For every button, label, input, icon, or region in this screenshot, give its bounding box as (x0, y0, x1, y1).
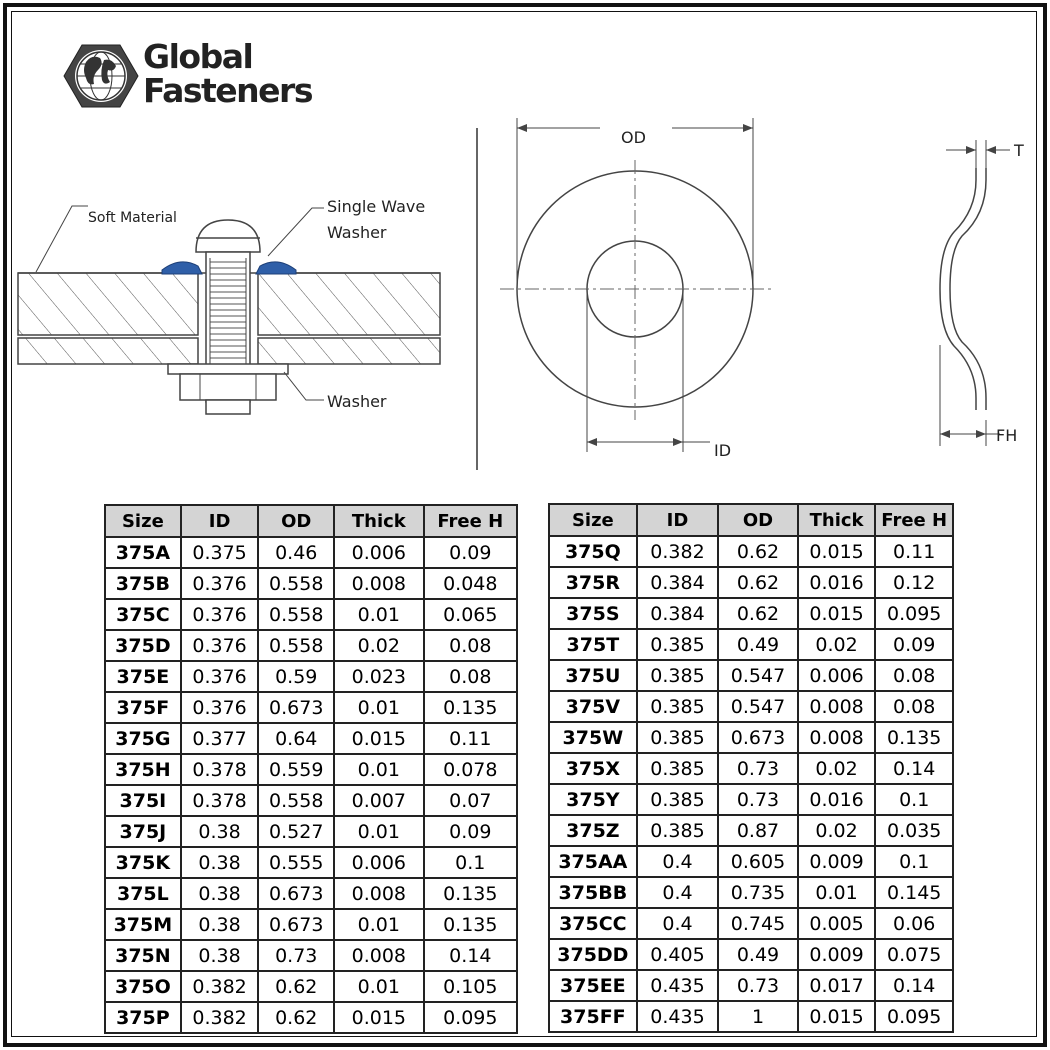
cell-thick: 0.015 (334, 723, 423, 754)
table-row (105, 630, 517, 661)
cell-od: 0.64 (258, 723, 334, 754)
table-row (549, 1001, 953, 1032)
cell-id: 0.382 (181, 971, 259, 1002)
cell-free-h: 0.105 (424, 971, 517, 1002)
cell-od: 0.605 (718, 846, 798, 877)
cell-free-h: 0.12 (875, 567, 953, 598)
cell-id: 0.376 (181, 568, 259, 599)
cell-size: 375V (549, 691, 637, 722)
cell-id: 0.38 (181, 878, 259, 909)
spec-table-right (548, 503, 954, 1033)
cell-id: 0.385 (637, 660, 719, 691)
cell-id: 0.4 (637, 846, 719, 877)
cell-od: 0.62 (718, 598, 798, 629)
cell-free-h: 0.035 (875, 815, 953, 846)
cell-size: 375C (105, 599, 181, 630)
cell-od: 0.547 (718, 691, 798, 722)
cell-id: 0.435 (637, 970, 719, 1001)
washer-side-profile (940, 140, 1010, 446)
cell-free-h: 0.09 (424, 816, 517, 847)
cell-free-h: 0.1 (875, 784, 953, 815)
table-row (105, 847, 517, 878)
table-row (549, 784, 953, 815)
cell-thick: 0.01 (334, 971, 423, 1002)
table-row (105, 785, 517, 816)
cell-free-h: 0.08 (424, 630, 517, 661)
table-row (549, 691, 953, 722)
cell-size: 375I (105, 785, 181, 816)
cell-size: 375F (105, 692, 181, 723)
cell-id: 0.378 (181, 785, 259, 816)
cell-id: 0.4 (637, 908, 719, 939)
cell-size: 375W (549, 722, 637, 753)
cell-id: 0.385 (637, 722, 719, 753)
brand-wordmark (143, 37, 312, 110)
cell-id: 0.385 (637, 815, 719, 846)
cell-free-h: 0.1 (424, 847, 517, 878)
cell-size: 375AA (549, 846, 637, 877)
cell-id: 0.382 (637, 536, 719, 567)
cell-size: 375BB (549, 877, 637, 908)
table-row (549, 722, 953, 753)
cell-od: 0.62 (718, 567, 798, 598)
label-fh: FH (996, 426, 1018, 445)
cell-od: 0.547 (718, 660, 798, 691)
cell-od: 0.73 (718, 970, 798, 1001)
cell-id: 0.378 (181, 754, 259, 785)
table-row (549, 567, 953, 598)
cell-free-h: 0.075 (875, 939, 953, 970)
cell-free-h: 0.078 (424, 754, 517, 785)
cell-od: 0.735 (718, 877, 798, 908)
cell-size: 375Y (549, 784, 637, 815)
cell-free-h: 0.07 (424, 785, 517, 816)
cell-id: 0.384 (637, 567, 719, 598)
cell-od: 0.59 (258, 661, 334, 692)
cell-thick: 0.008 (334, 940, 423, 971)
cell-od: 0.62 (718, 536, 798, 567)
cell-thick: 0.008 (334, 568, 423, 599)
header-od: OD (718, 504, 798, 536)
cell-od: 0.559 (258, 754, 334, 785)
table-row (105, 940, 517, 971)
cell-size: 375D (105, 630, 181, 661)
cell-id: 0.38 (181, 940, 259, 971)
label-washer: Washer (327, 392, 387, 411)
label-id: ID (714, 441, 732, 460)
cell-thick: 0.006 (334, 537, 423, 568)
cell-size: 375M (105, 909, 181, 940)
cell-size: 375R (549, 567, 637, 598)
header-size: Size (105, 505, 181, 537)
cell-od: 0.62 (258, 971, 334, 1002)
cell-free-h: 0.14 (875, 970, 953, 1001)
cell-size: 375H (105, 754, 181, 785)
cell-id: 0.385 (637, 753, 719, 784)
cell-od: 0.62 (258, 1002, 334, 1033)
spec-table-left (104, 504, 518, 1034)
label-soft-material: Soft Material (88, 210, 177, 226)
table-row (105, 971, 517, 1002)
cell-thick: 0.016 (798, 784, 876, 815)
cell-size: 375L (105, 878, 181, 909)
cell-size: 375S (549, 598, 637, 629)
table-row (105, 1002, 517, 1033)
cell-free-h: 0.09 (424, 537, 517, 568)
cell-thick: 0.015 (798, 598, 876, 629)
cell-free-h: 0.08 (424, 661, 517, 692)
cell-od: 0.745 (718, 908, 798, 939)
table-row (105, 537, 517, 568)
cell-free-h: 0.08 (875, 660, 953, 691)
cell-id: 0.38 (181, 847, 259, 878)
header-od: OD (258, 505, 334, 537)
cell-size: 375K (105, 847, 181, 878)
cell-id: 0.405 (637, 939, 719, 970)
table-row (549, 939, 953, 970)
cell-size: 375O (105, 971, 181, 1002)
cell-thick: 0.015 (798, 1001, 876, 1032)
cell-free-h: 0.06 (875, 908, 953, 939)
table-row (549, 629, 953, 660)
header-thick: Thick (334, 505, 423, 537)
table-row (549, 536, 953, 567)
cell-id: 0.435 (637, 1001, 719, 1032)
cell-size: 375DD (549, 939, 637, 970)
cell-id: 0.385 (637, 784, 719, 815)
table-row (105, 909, 517, 940)
cell-od: 0.73 (258, 940, 334, 971)
cell-od: 0.73 (718, 753, 798, 784)
cell-size: 375Z (549, 815, 637, 846)
cell-free-h: 0.14 (875, 753, 953, 784)
cell-free-h: 0.135 (875, 722, 953, 753)
cell-free-h: 0.048 (424, 568, 517, 599)
cell-thick: 0.009 (798, 939, 876, 970)
cell-size: 375N (105, 940, 181, 971)
cell-od: 0.527 (258, 816, 334, 847)
cell-thick: 0.01 (334, 909, 423, 940)
cell-id: 0.38 (181, 816, 259, 847)
cell-size: 375A (105, 537, 181, 568)
header-id: ID (181, 505, 259, 537)
cell-thick: 0.005 (798, 908, 876, 939)
globe-logo-icon (64, 45, 138, 107)
cell-od: 1 (718, 1001, 798, 1032)
cell-size: 375X (549, 753, 637, 784)
cell-size: 375T (549, 629, 637, 660)
cell-thick: 0.01 (334, 816, 423, 847)
cell-free-h: 0.135 (424, 692, 517, 723)
cell-thick: 0.008 (334, 878, 423, 909)
cell-size: 375CC (549, 908, 637, 939)
table-row (549, 846, 953, 877)
cell-od: 0.558 (258, 785, 334, 816)
header-id: ID (637, 504, 719, 536)
cell-od: 0.73 (718, 784, 798, 815)
cell-thick: 0.02 (334, 630, 423, 661)
cell-thick: 0.008 (798, 722, 876, 753)
cell-free-h: 0.11 (875, 536, 953, 567)
table-row (549, 660, 953, 691)
cell-id: 0.376 (181, 661, 259, 692)
header-free-h: Free H (875, 504, 953, 536)
cell-free-h: 0.145 (875, 877, 953, 908)
cell-thick: 0.02 (798, 629, 876, 660)
cell-size: 375EE (549, 970, 637, 1001)
cell-size: 375Q (549, 536, 637, 567)
cell-size: 375J (105, 816, 181, 847)
cell-id: 0.376 (181, 599, 259, 630)
table-row (549, 908, 953, 939)
cell-od: 0.558 (258, 568, 334, 599)
cell-id: 0.38 (181, 909, 259, 940)
cell-thick: 0.009 (798, 846, 876, 877)
cell-free-h: 0.09 (875, 629, 953, 660)
cell-thick: 0.017 (798, 970, 876, 1001)
cell-thick: 0.006 (798, 660, 876, 691)
cell-od: 0.46 (258, 537, 334, 568)
table-row (549, 815, 953, 846)
cell-size: 375E (105, 661, 181, 692)
table-header-row (549, 504, 953, 536)
cell-id: 0.4 (637, 877, 719, 908)
cell-thick: 0.007 (334, 785, 423, 816)
label-single-wave-1: Single Wave (327, 197, 426, 216)
cell-id: 0.382 (181, 1002, 259, 1033)
cell-thick: 0.023 (334, 661, 423, 692)
brand-line-1: Global (143, 37, 253, 76)
header-size: Size (549, 504, 637, 536)
cell-id: 0.376 (181, 630, 259, 661)
cell-od: 0.673 (718, 722, 798, 753)
cell-thick: 0.02 (798, 815, 876, 846)
cell-thick: 0.01 (334, 692, 423, 723)
cell-od: 0.558 (258, 599, 334, 630)
cell-free-h: 0.095 (424, 1002, 517, 1033)
cell-thick: 0.02 (798, 753, 876, 784)
table-row (105, 692, 517, 723)
cell-free-h: 0.11 (424, 723, 517, 754)
cell-free-h: 0.08 (875, 691, 953, 722)
cell-free-h: 0.135 (424, 909, 517, 940)
cell-size: 375U (549, 660, 637, 691)
table-row (105, 816, 517, 847)
table-row (105, 599, 517, 630)
cell-thick: 0.016 (798, 567, 876, 598)
cell-free-h: 0.095 (875, 598, 953, 629)
cell-thick: 0.006 (334, 847, 423, 878)
cell-free-h: 0.1 (875, 846, 953, 877)
cell-id: 0.385 (637, 629, 719, 660)
cell-size: 375B (105, 568, 181, 599)
cell-od: 0.673 (258, 692, 334, 723)
table-row (105, 754, 517, 785)
header-thick: Thick (798, 504, 876, 536)
table-row (549, 970, 953, 1001)
cell-size: 375FF (549, 1001, 637, 1032)
cell-thick: 0.01 (334, 599, 423, 630)
table-header-row (105, 505, 517, 537)
cell-thick: 0.01 (798, 877, 876, 908)
table-row (549, 753, 953, 784)
cell-thick: 0.015 (334, 1002, 423, 1033)
label-od: OD (621, 128, 646, 147)
cell-size: 375G (105, 723, 181, 754)
cell-free-h: 0.135 (424, 878, 517, 909)
cell-od: 0.87 (718, 815, 798, 846)
label-t: T (1014, 141, 1024, 160)
cell-od: 0.555 (258, 847, 334, 878)
brand-line-2: Fasteners (143, 71, 312, 110)
cell-id: 0.376 (181, 692, 259, 723)
table-row (105, 723, 517, 754)
header-free-h: Free H (424, 505, 517, 537)
cell-id: 0.385 (637, 691, 719, 722)
cell-od: 0.673 (258, 909, 334, 940)
label-single-wave-2: Washer (327, 223, 387, 242)
cell-od: 0.673 (258, 878, 334, 909)
table-row (105, 878, 517, 909)
cell-od: 0.49 (718, 939, 798, 970)
table-row (549, 877, 953, 908)
cell-free-h: 0.14 (424, 940, 517, 971)
cell-od: 0.558 (258, 630, 334, 661)
cell-od: 0.49 (718, 629, 798, 660)
cell-thick: 0.008 (798, 691, 876, 722)
cell-thick: 0.015 (798, 536, 876, 567)
washer-front-view (500, 118, 772, 452)
cell-free-h: 0.065 (424, 599, 517, 630)
cell-id: 0.377 (181, 723, 259, 754)
table-row (105, 661, 517, 692)
cell-id: 0.384 (637, 598, 719, 629)
cell-free-h: 0.095 (875, 1001, 953, 1032)
table-row (549, 598, 953, 629)
cell-id: 0.375 (181, 537, 259, 568)
cell-size: 375P (105, 1002, 181, 1033)
cell-thick: 0.01 (334, 754, 423, 785)
table-row (105, 568, 517, 599)
